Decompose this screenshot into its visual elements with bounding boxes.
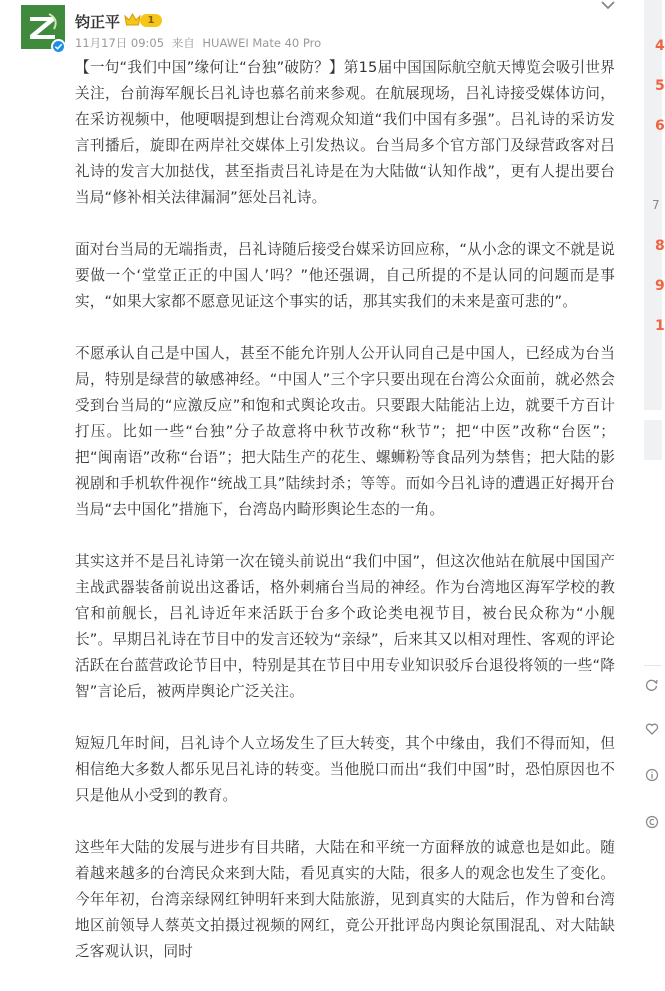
post-content — [75, 55, 615, 991]
verified-badge-icon — [51, 39, 66, 54]
level-badge: 1 — [140, 14, 162, 27]
trend-rank-6[interactable]: 6 — [655, 118, 665, 134]
info-icon[interactable] — [645, 768, 659, 782]
source-prefix: 来自 — [171, 36, 195, 50]
post-paragraph-2: 面对台当局的无端指责，吕礼诗随后接受台媒采访回应称，“从小念的课文不就是说要做一个‘堂堂正正的中国人’吗？”他还强调，自己所提的不是认同的问题而是事实，“如果大家都不愿意见证这个事实的话，那其实我们的未来是蛮可悲的”。 — [75, 241, 615, 310]
crown-icon — [124, 12, 141, 27]
refresh-icon[interactable] — [645, 678, 659, 692]
post-paragraph-6: 这些年大陆的发展与进步有目共睹，大陆在和平统一方面释放的诚意也是如此。随着越来越多的台湾民众来到大陆，看见真实的大陆，很多人的观念也发生了变化。今年年初，台湾亲绿网红钟明轩来到大陆旅游，见到真实的大陆后，作为曾和台湾地区前领导人蔡英文拍摄过视频的网红，竟公开批评岛内舆论氛围混乱、对大陆缺乏客观认识，同时 — [75, 839, 615, 960]
sidebar-block-2 — [644, 420, 662, 460]
chevron-down-icon[interactable] — [600, 0, 616, 12]
post-paragraph-3: 不愿承认自己是中国人，甚至不能允许别人公开认同自己是中国人，已经成为台当局，特别是绿营的敏感神经。“中国人”三个字只要出现在台湾公众面前，就必然会受到台当局的“应激反应”和饱和式舆论攻击。只要跟大陆能沾上边，就要千方百计打压。比如一些“台独”分子故意将中秋节改称“秋节”；把“中医”改称“台医”；把“闽南语”改称“台语”；把大陆生产的花生、螺蛳粉等食品列为禁售；把大陆的影视剧和手机软件视作“统战工具”陆续封杀；等等。而如今吕礼诗的遭遇正好揭开台当局“去中国化”措施下，台湾岛内畸形舆论生态的一角。 — [75, 345, 615, 518]
trend-rank-5[interactable]: 5 — [655, 78, 665, 94]
post-paragraph-4: 其实这并不是吕礼诗第一次在镜头前说出“我们中国”，但这次他站在航展中国国产主战武器装备前说出这番话，格外刺痛台当局的神经。作为台湾地区海军学校的教官和前舰长，吕礼诗近年来活跃于台多个政论类电视节目，被台民众称为“小舰长”。早期吕礼诗在节目中的发言还较为“亲绿”，后来其又以相对理性、客观的评论活跃在台蓝营政论节目中，特别是其在节目中用专业知识驳斥台退役将领的一些“降智”言论后，被两岸舆论广泛关注。 — [75, 553, 615, 700]
post-meta — [75, 35, 325, 51]
author-name[interactable]: 钧正平 — [75, 13, 121, 31]
trend-rank-9[interactable]: 9 — [655, 278, 665, 294]
sidebar-divider — [644, 665, 662, 666]
trend-rank-4[interactable]: 4 — [655, 38, 665, 54]
trend-rank-8[interactable]: 8 — [655, 238, 665, 254]
trend-rank-7[interactable]: 7 — [652, 198, 660, 212]
post-paragraph-5: 短短几年时间，吕礼诗个人立场发生了巨大转变，其个中缘由，我们不得而知，但相信绝大多数人都乐见吕礼诗的转变。当他脱口而出“我们中国”时，恐怕原因也不只是他从小受到的教育。 — [75, 735, 615, 804]
copyright-icon[interactable] — [645, 815, 659, 829]
trend-rank-10[interactable]: 1 — [655, 318, 665, 334]
post-date[interactable]: 11月17日 09:05 — [75, 36, 165, 50]
heart-icon[interactable] — [645, 722, 659, 736]
device-name: HUAWEI Mate 40 Pro — [202, 36, 322, 50]
post-paragraph-1: 【一句“我们中国”缘何让“台独”破防？】第15届中国国际航空航天博览会吸引世界关注，台前海军舰长吕礼诗也慕名前来参观。在航展现场，吕礼诗接受媒体访问，在采访视频中，他哽咽提到想让台湾观众知道“我们中国有多强”。吕礼诗的采访发言刊播后，旋即在两岸社交媒体上引发热议。台当局多个官方部门及绿营政客对吕礼诗的发言大加挞伐，甚至指责吕礼诗是在为大陆做“认知作战”，更有人提出要台当局“修补相关法律漏洞”惩处吕礼诗。 — [75, 59, 615, 206]
